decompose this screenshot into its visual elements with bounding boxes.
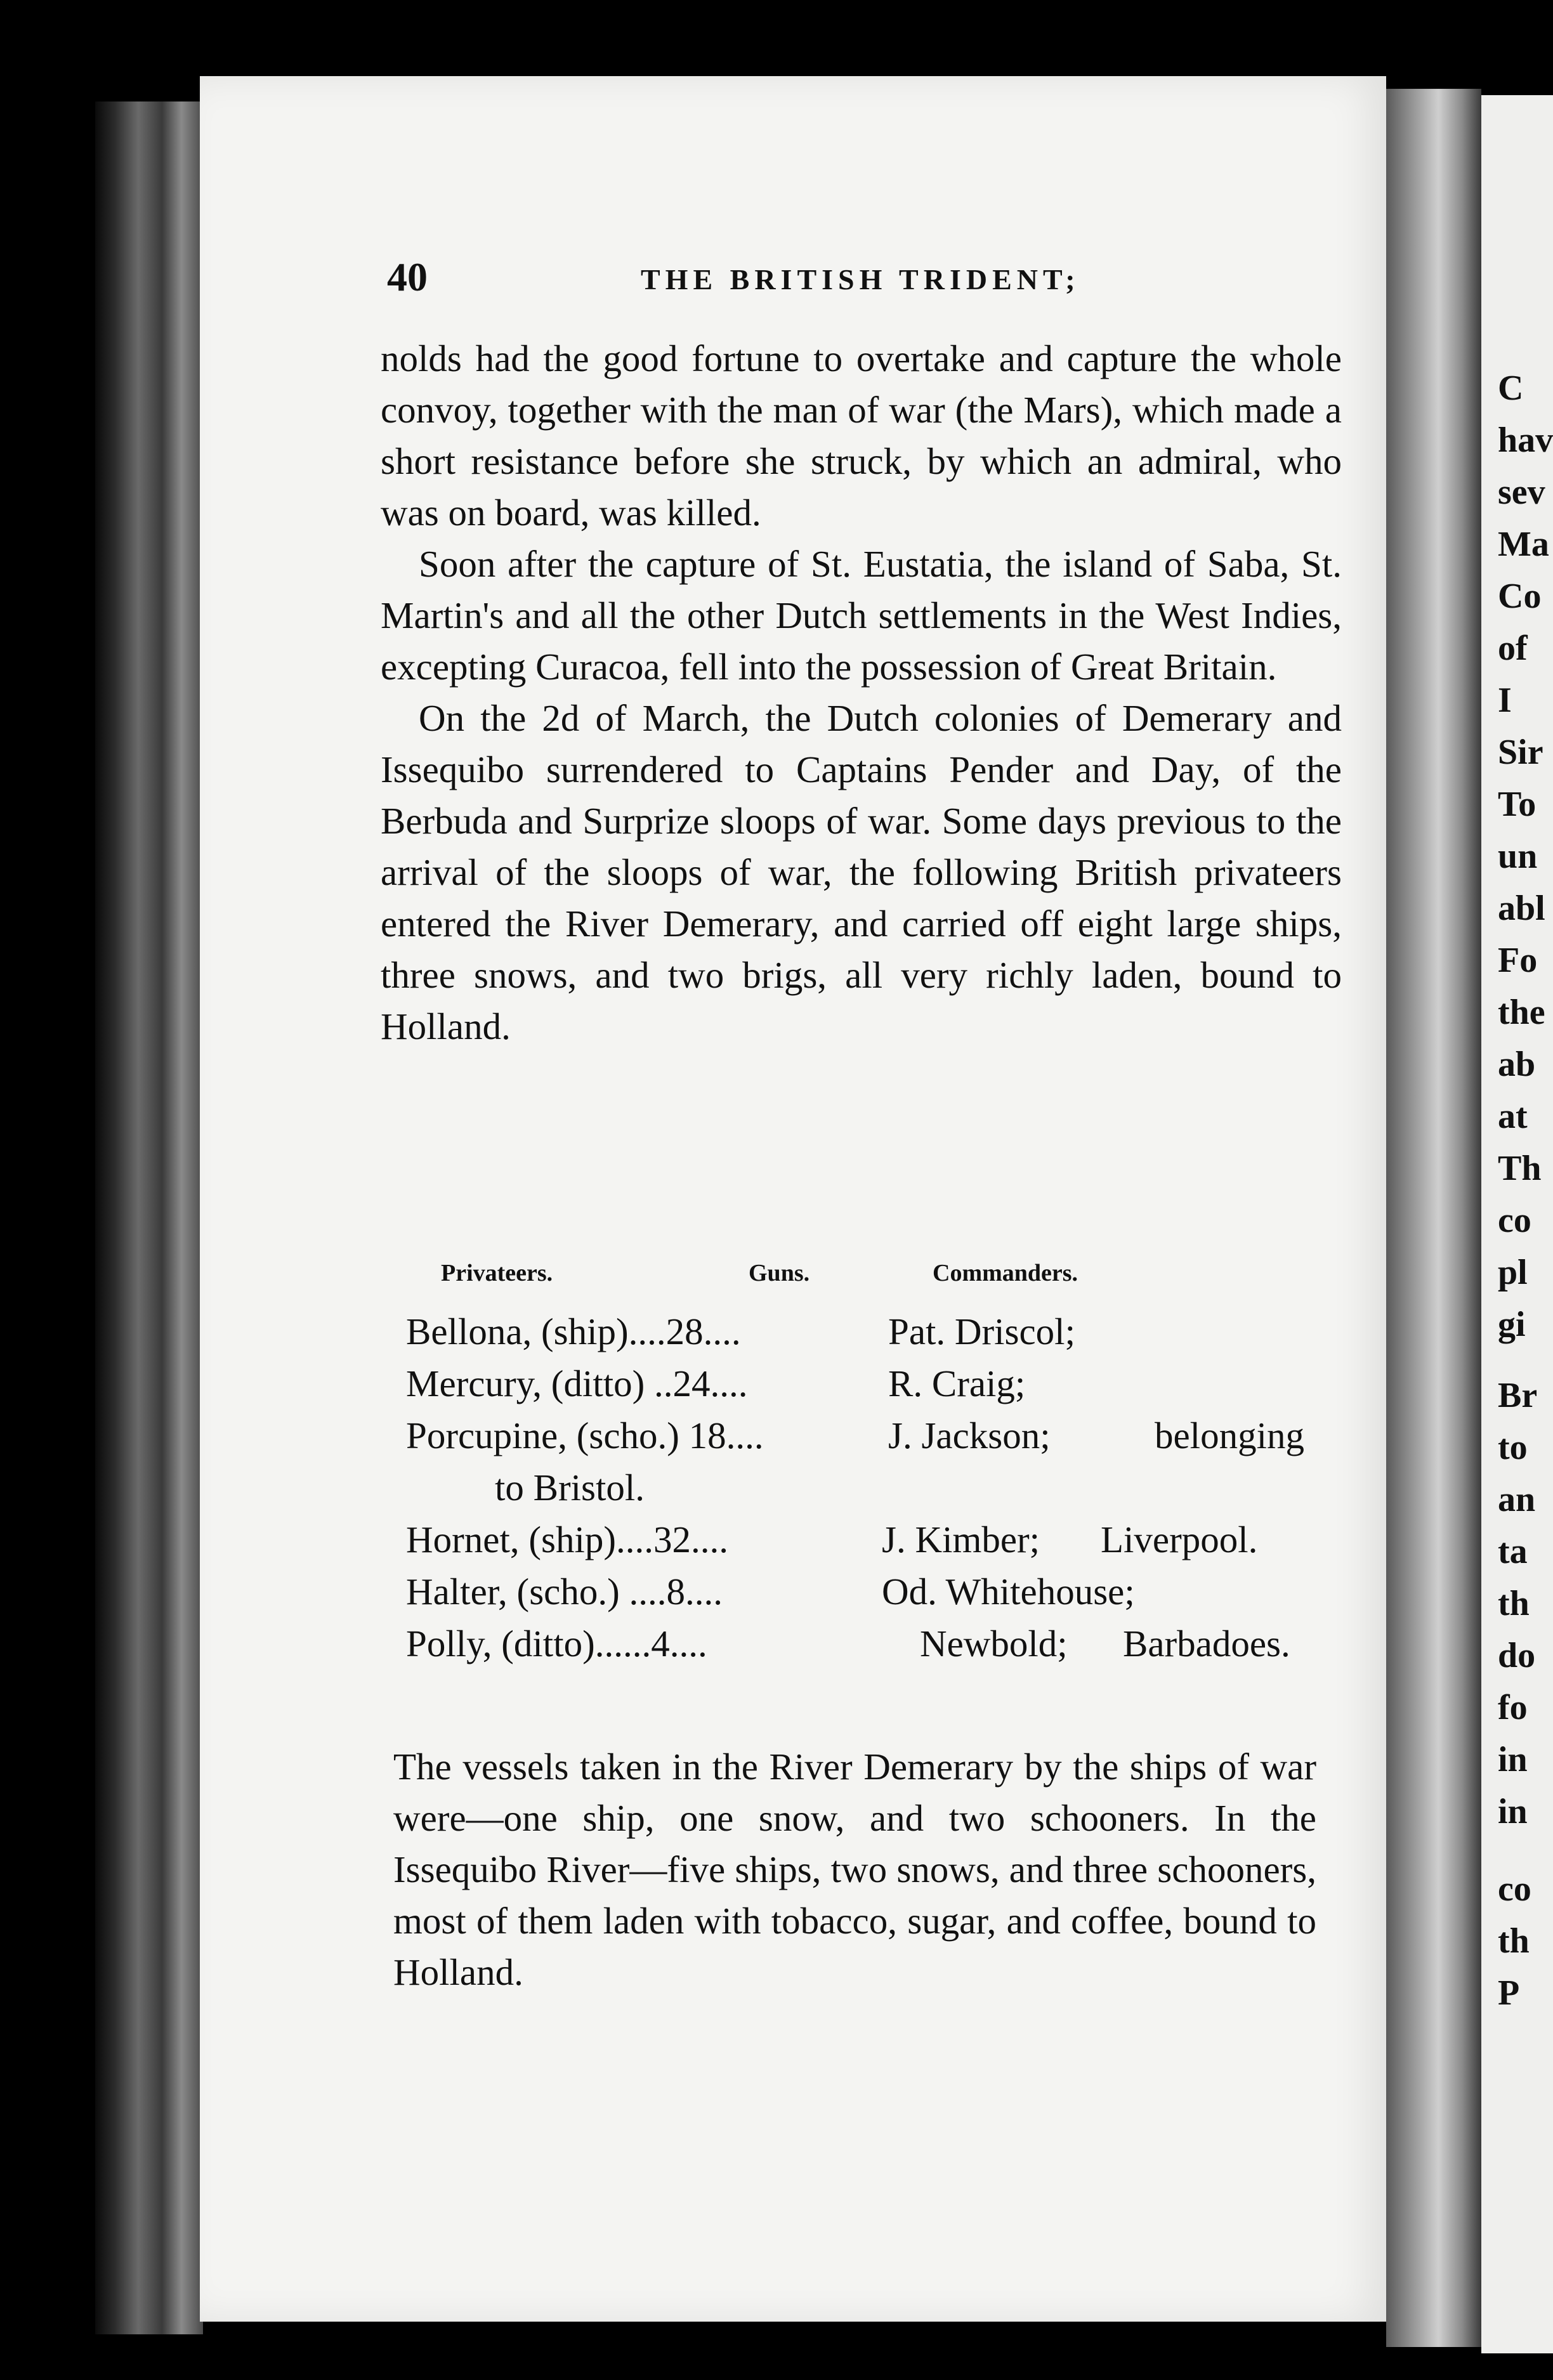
paragraph: The vessels taken in the River Demerary by the ships of war were—one ship, one snow, and two schooners. In the Issequibo River—five ships, two snows, and three schooners, most of them laden with tobacco, sugar, and coffee, bound to Holland. xyxy=(393,1746,1316,1993)
running-head: THE BRITISH TRIDENT; xyxy=(641,263,1080,296)
closing-text xyxy=(393,1741,1316,1998)
adjacent-page-fragment: co xyxy=(1498,1869,1531,1909)
adjacent-page-fragment: th xyxy=(1498,1921,1530,1961)
adjacent-page-fragment: un xyxy=(1498,837,1538,876)
adjacent-page-fragment: Ma xyxy=(1498,525,1549,564)
adjacent-page-fragment: in xyxy=(1498,1792,1528,1831)
adjacent-page-fragment: hav xyxy=(1498,421,1553,460)
commander-cell: Od. Whitehouse; xyxy=(882,1571,1135,1612)
commander-cell: Pat. Driscol; xyxy=(888,1311,1075,1352)
page-number: 40 xyxy=(387,254,428,299)
continuation-cell: to Bristol. xyxy=(495,1467,645,1508)
adjacent-page-fragment: in xyxy=(1498,1740,1528,1779)
adjacent-page-fragment: To xyxy=(1498,785,1537,824)
table-row xyxy=(406,1310,1345,1362)
adjacent-page-fragment: ta xyxy=(1498,1532,1528,1571)
paragraph: On the 2d of March, the Dutch colonies of Demerary and Issequibo surrendered to Captains Pender and Day, of the Berbuda and Surprize sloops of war. Some days previous to the arrival of the sloops of war, the following British privateers entered the River Demerary, and carried off eight large ships, three snows, and two brigs, all very richly laden, bound to Holland. xyxy=(381,697,1342,1047)
commander-cell: R. Craig; xyxy=(888,1363,1026,1404)
table-row xyxy=(406,1570,1345,1622)
column-header-guns: Guns. xyxy=(749,1260,810,1286)
note-cell: Barbadoes. xyxy=(1123,1623,1290,1664)
column-header-commanders: Commanders. xyxy=(933,1260,1078,1286)
book-spine-shadow xyxy=(95,101,203,2334)
adjacent-page-fragment: the xyxy=(1498,993,1545,1032)
table-row xyxy=(406,1622,1345,1674)
commander-cell: Newbold; xyxy=(920,1623,1068,1664)
adjacent-page-fragment: Co xyxy=(1498,577,1542,616)
adjacent-page-fragment: co xyxy=(1498,1201,1531,1240)
adjacent-page-fragment: pl xyxy=(1498,1253,1528,1292)
book-gutter xyxy=(1386,89,1481,2347)
adjacent-page-fragment: to xyxy=(1498,1428,1528,1467)
adjacent-page-fragment: Th xyxy=(1498,1149,1542,1188)
adjacent-page-fragment: gi xyxy=(1498,1305,1526,1344)
adjacent-page-fragment: abl xyxy=(1498,889,1545,928)
note-cell: Liverpool. xyxy=(1101,1519,1258,1560)
adjacent-page-fragment: I xyxy=(1498,681,1512,720)
table-row xyxy=(406,1414,1345,1466)
adjacent-page-fragment: fo xyxy=(1498,1688,1528,1727)
adjacent-page-fragment: an xyxy=(1498,1480,1536,1519)
body-text xyxy=(381,333,1342,1052)
adjacent-page-fragment: at xyxy=(1498,1097,1528,1136)
adjacent-page-fragment: of xyxy=(1498,629,1528,668)
adjacent-page-fragment: ab xyxy=(1498,1045,1536,1084)
commander-cell: J. Jackson; xyxy=(888,1415,1051,1456)
paragraph: nolds had the good fortune to overtake and capture the whole convoy, together with the man of war (the Mars), which made a short resistance before she struck, by which an admiral, who was on board, was killed. xyxy=(381,337,1342,533)
adjacent-page-fragment: Sir xyxy=(1498,733,1543,772)
table-header xyxy=(406,1253,1345,1310)
adjacent-page-fragment: do xyxy=(1498,1636,1536,1675)
table-row xyxy=(406,1362,1345,1414)
adjacent-page-fragment: th xyxy=(1498,1584,1530,1623)
privateers-table xyxy=(406,1253,1345,1674)
adjacent-page-fragment: Fo xyxy=(1498,941,1538,980)
vessel-cell: Halter, (scho.) ....8.... xyxy=(406,1571,723,1612)
commander-cell: J. Kimber; xyxy=(882,1519,1040,1560)
adjacent-page-edge xyxy=(1481,95,1553,2353)
table-row xyxy=(406,1518,1345,1570)
page-header xyxy=(387,254,1342,304)
note-cell: belonging xyxy=(1155,1415,1304,1456)
vessel-cell: Polly, (ditto)......4.... xyxy=(406,1623,707,1664)
adjacent-page-fragment: C xyxy=(1498,369,1524,408)
column-header-privateers: Privateers. xyxy=(441,1260,553,1286)
adjacent-page-fragment: Br xyxy=(1498,1376,1538,1415)
adjacent-page-fragment: P xyxy=(1498,1973,1520,2013)
table-row-continuation xyxy=(406,1466,1345,1518)
vessel-cell: Bellona, (ship)....28.... xyxy=(406,1311,741,1352)
vessel-cell: Mercury, (ditto) ..24.... xyxy=(406,1363,748,1404)
adjacent-page-fragment: sev xyxy=(1498,473,1545,512)
paragraph: Soon after the capture of St. Eustatia, the island of Saba, St. Martin's and all the other Dutch settlements in the West Indies, excepting Curacoa, fell into the possession of Great Britain. xyxy=(381,543,1342,688)
vessel-cell: Porcupine, (scho.) 18.... xyxy=(406,1415,764,1456)
vessel-cell: Hornet, (ship)....32.... xyxy=(406,1519,728,1560)
